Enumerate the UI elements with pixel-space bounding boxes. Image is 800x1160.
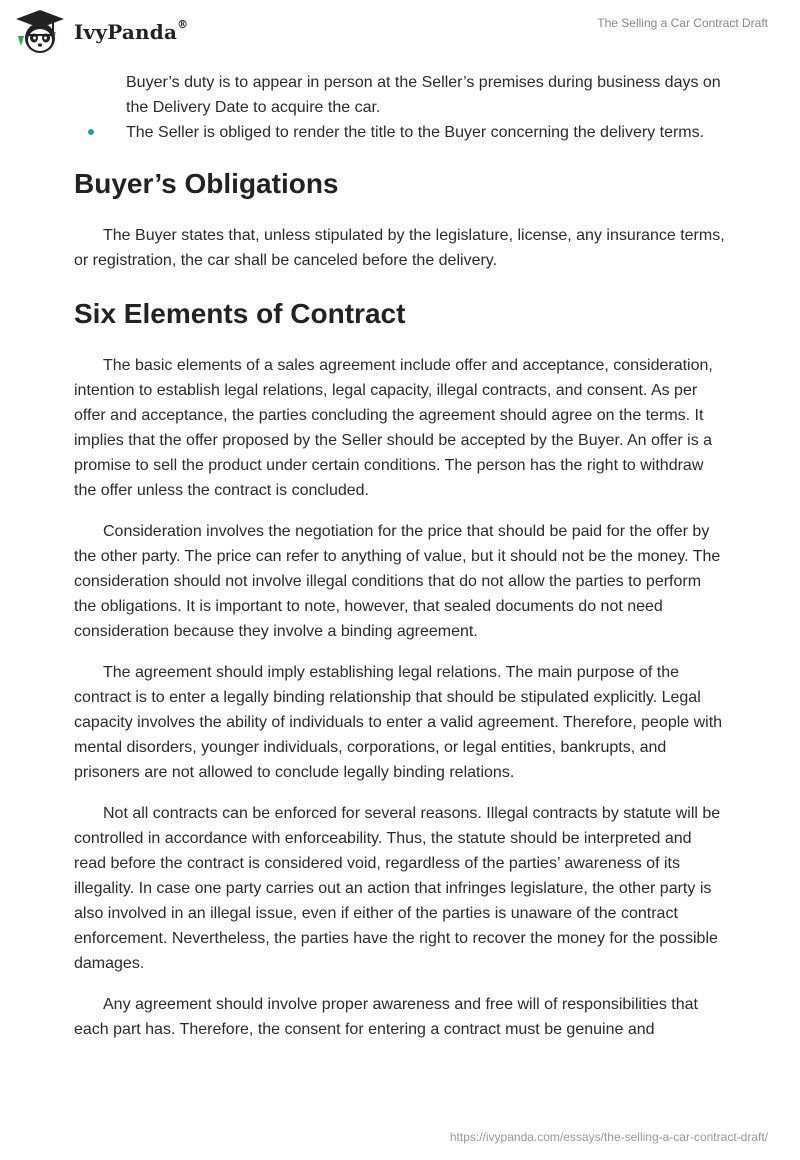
list-item <box>74 120 726 145</box>
section-heading-six-elements: Six Elements of Contract <box>74 298 406 329</box>
list-item-text: Buyer’s duty is to appear in person at the Seller’s premises during business days on the Delivery Date to acquire the car. <box>126 74 721 116</box>
paragraph: The Buyer states that, unless stipulated by the legislature, license, any insurance terms, or registration, the car shall be canceled before the delivery. <box>74 227 725 269</box>
document-body <box>74 70 726 1042</box>
paragraph: The agreement should imply establishing legal relations. The main purpose of the contract is to enter a legally binding relationship that should be stipulated explicitly. Legal capacity involves the ability of individuals to enter a valid agreement. Therefore, people with mental disorders, younger individuals, corporations, or legal entities, bankrupts, and prisoners are not allowed to conclude legally binding relations. <box>74 664 723 781</box>
panda-graduate-icon <box>14 8 66 56</box>
paragraph: The basic elements of a sales agreement include offer and acceptance, consideration, intention to establish legal relations, legal capacity, illegal contracts, and consent. As per offer and acceptance, the parties concluding the agreement should agree on the terms. It implies that the offer proposed by the Seller should be accepted by the Buyer. An offer is a promise to sell the product under certain conditions. The person has the right to withdraw the offer unless the contract is concluded. <box>74 357 713 499</box>
list-item-text: The Seller is obliged to render the title to the Buyer concerning the delivery terms. <box>126 124 705 141</box>
delivery-terms-list <box>74 70 726 145</box>
bullet-icon <box>88 129 94 135</box>
ivypanda-logo[interactable] <box>14 8 188 56</box>
page-header <box>0 0 800 64</box>
paragraph: Consideration involves the negotiation for the price that should be paid for the offer by the other party. The price can refer to anything of value, but it should not be the money. The consideration should not involve illegal conditions that do not allow the parties to perform the obligations. It is important to note, however, that sealed documents do not need consideration because they involve a binding agreement. <box>74 523 721 640</box>
logo-wordmark: IvyPanda® <box>74 18 189 44</box>
list-item <box>74 70 726 120</box>
document-title: The Selling a Car Contract Draft <box>597 16 768 30</box>
section-heading-buyers-obligations: Buyer’s Obligations <box>74 168 339 199</box>
paragraph: Not all contracts can be enforced for several reasons. Illegal contracts by statute will be controlled in accordance with enforceability. Thus, the statute should be interpreted and read before the contract is considered void, regardless of the parties’ awareness of its illegality. In case one party carries out an action that infringes legislature, the other party is also involved in an illegal issue, even if either of the parties is unaware of the contract enforcement. Nevertheless, the parties have the right to recover the money for the possible damages. <box>74 805 721 972</box>
paragraph: Any agreement should involve proper awareness and free will of responsibilities that each part has. Therefore, the consent for entering a contract must be genuine and <box>74 996 698 1038</box>
source-url-link[interactable]: https://ivypanda.com/essays/the-selling-a-car-contract-draft/ <box>449 1130 768 1144</box>
